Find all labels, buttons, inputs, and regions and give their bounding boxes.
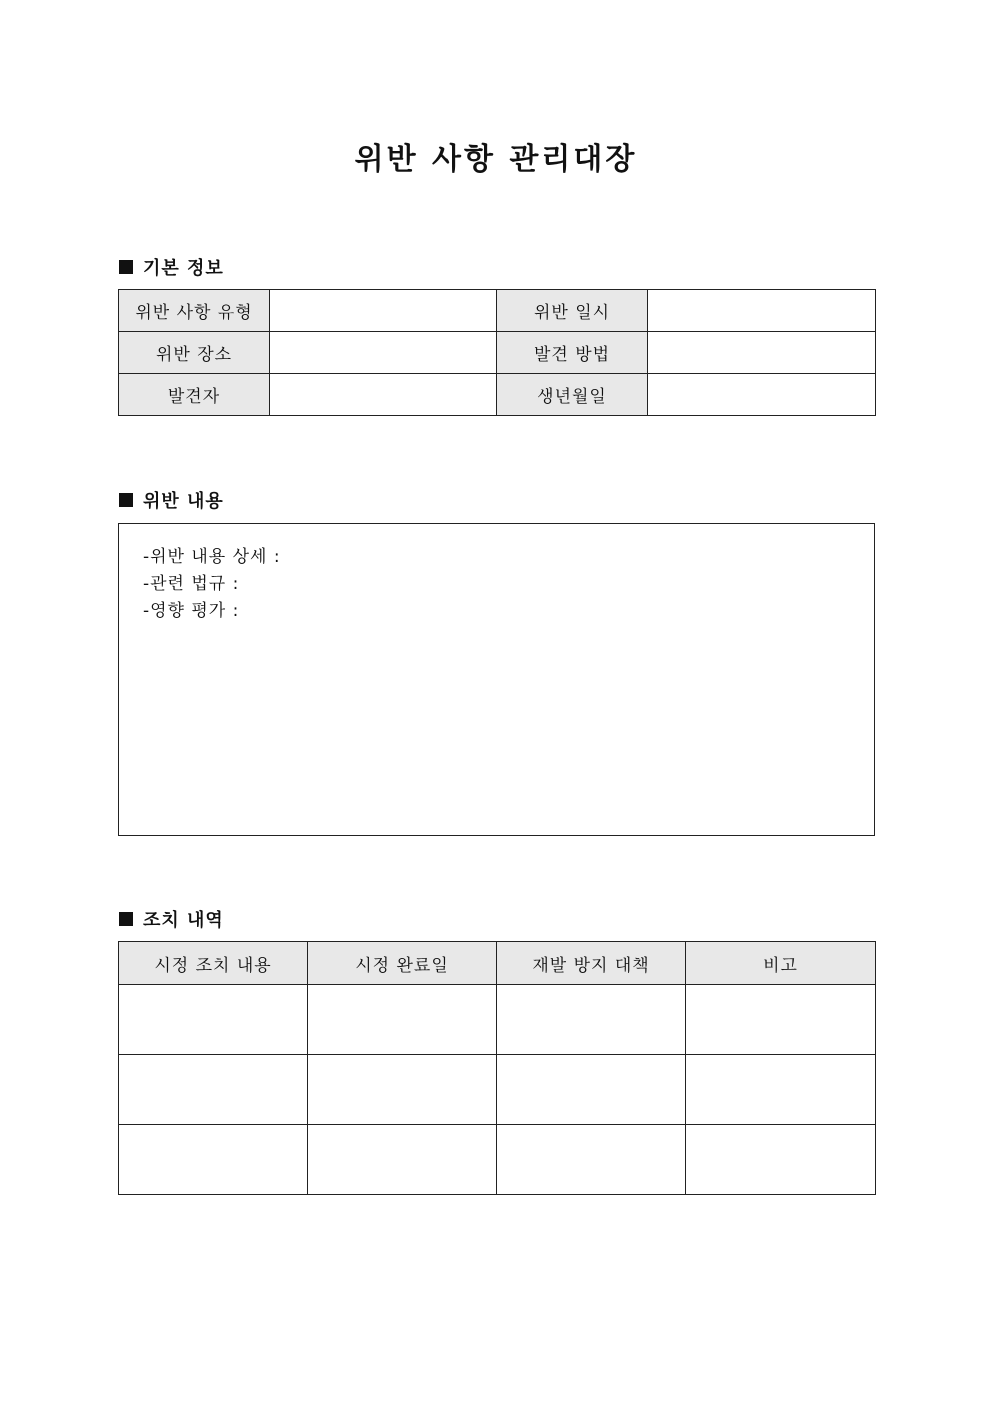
field-value[interactable] — [270, 290, 497, 332]
field-label: 발견 방법 — [497, 332, 648, 374]
section-title: 기본 정보 — [143, 258, 224, 279]
table-cell[interactable] — [497, 1125, 686, 1195]
section-header-violation — [119, 487, 224, 513]
section-header-actions — [119, 906, 224, 932]
table-row — [119, 290, 876, 332]
table-cell[interactable] — [119, 1055, 308, 1125]
table-cell[interactable] — [308, 985, 497, 1055]
violation-content-box[interactable] — [118, 523, 875, 836]
violation-content-lines — [143, 544, 281, 625]
column-header: 재발 방지 대책 — [497, 942, 686, 985]
field-value[interactable] — [270, 332, 497, 374]
column-header: 시정 조치 내용 — [119, 942, 308, 985]
table-header-row — [119, 942, 876, 985]
basic-info-table — [118, 289, 876, 416]
square-bullet-icon — [119, 912, 133, 926]
section-title: 조치 내역 — [143, 910, 224, 931]
field-label: 발견자 — [119, 374, 270, 416]
field-value[interactable] — [648, 332, 876, 374]
content-line: -관련 법규 : — [143, 574, 240, 594]
table-cell[interactable] — [686, 985, 876, 1055]
square-bullet-icon — [119, 493, 133, 507]
table-row — [119, 1055, 876, 1125]
page-title: 위반 사항 관리대장 — [354, 142, 638, 177]
field-value[interactable] — [648, 290, 876, 332]
section-title: 위반 내용 — [143, 491, 224, 512]
table-cell[interactable] — [497, 985, 686, 1055]
field-value[interactable] — [648, 374, 876, 416]
content-line: -위반 내용 상세 : — [143, 547, 281, 567]
table-cell[interactable] — [497, 1055, 686, 1125]
field-value[interactable] — [270, 374, 497, 416]
section-header-basic — [119, 254, 224, 280]
square-bullet-icon — [119, 260, 133, 274]
table-cell[interactable] — [119, 985, 308, 1055]
table-cell[interactable] — [686, 1055, 876, 1125]
table-row — [119, 1125, 876, 1195]
actions-table — [118, 941, 876, 1195]
table-row — [119, 332, 876, 374]
field-label: 위반 장소 — [119, 332, 270, 374]
content-line: -영향 평가 : — [143, 601, 240, 621]
field-label: 위반 일시 — [497, 290, 648, 332]
table-cell[interactable] — [119, 1125, 308, 1195]
table-row — [119, 374, 876, 416]
table-cell[interactable] — [686, 1125, 876, 1195]
table-cell[interactable] — [308, 1055, 497, 1125]
field-label: 위반 사항 유형 — [119, 290, 270, 332]
column-header: 시정 완료일 — [308, 942, 497, 985]
table-cell[interactable] — [308, 1125, 497, 1195]
table-row — [119, 985, 876, 1055]
column-header: 비고 — [686, 942, 876, 985]
field-label: 생년월일 — [497, 374, 648, 416]
